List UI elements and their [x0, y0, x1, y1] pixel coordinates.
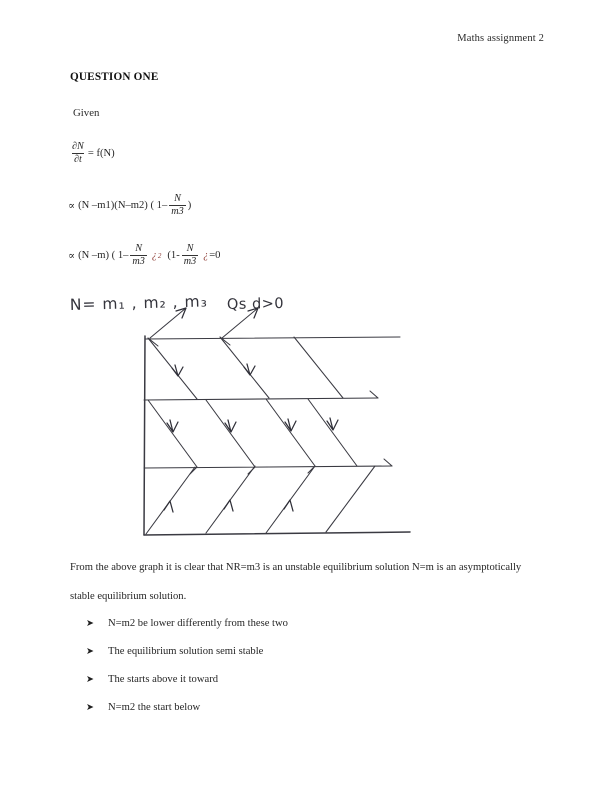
fraction-denominator: ∂t	[73, 154, 82, 166]
equation-3-mid: (1-	[167, 250, 180, 262]
proportional-symbol: ∝	[68, 250, 76, 262]
handwritten-label-left: N= m₁ , m₂ , m₃	[69, 292, 209, 314]
list-item-label: The starts above it toward	[108, 674, 219, 685]
question-heading: QUESTION ONE	[70, 71, 159, 83]
fraction-n-m3-first	[130, 244, 146, 267]
fraction-numerator: N	[174, 193, 181, 204]
list-item-label: N=m2 be lower differently from these two	[108, 618, 288, 629]
bullet-arrow-icon: ➤	[86, 618, 94, 629]
list-item-label: N=m2 the start below	[108, 702, 201, 713]
bullet-arrow-icon: ➤	[86, 646, 94, 657]
given-label: Given	[73, 107, 100, 119]
equation-1	[68, 142, 115, 165]
equation-3-tail: =0	[209, 250, 221, 262]
list-item	[86, 702, 506, 730]
equation-2	[68, 194, 191, 217]
bullet-arrow-icon: ➤	[86, 702, 94, 713]
phase-line-diagram	[62, 286, 432, 551]
placeholder-glyph-2: ¿	[203, 250, 209, 262]
fraction-numerator: N	[186, 243, 194, 254]
handwritten-label-right: Qs d>0	[226, 296, 285, 313]
bullet-list	[86, 618, 506, 730]
equation-1-rhs: = f(N)	[87, 148, 115, 160]
equation-2-lead: (N –m1)(N–m2) ( 1–	[78, 200, 168, 212]
list-item	[86, 618, 506, 646]
list-item	[86, 674, 506, 702]
bullet-arrow-icon: ➤	[86, 674, 94, 685]
equation-3-lead: (N –m) ( 1–	[78, 250, 129, 262]
list-item-label: The equilibrium solution semi stable	[108, 646, 264, 657]
equation-2-tail: )	[187, 200, 192, 212]
proportional-symbol: ∝	[68, 200, 76, 212]
body-paragraph: From the above graph it is clear that NR=m3 is an unstable equilibrium solution N=m is an asymptotically stable equilibrium solution.	[70, 562, 522, 602]
list-item	[86, 646, 506, 674]
fraction-dn-dt	[70, 142, 86, 165]
fraction-denominator: m3	[183, 256, 197, 268]
placeholder-glyph-1: ¿	[151, 250, 157, 262]
page-header-title: Maths assignment 2	[457, 33, 544, 44]
fraction-n-m3-second	[182, 244, 198, 267]
fraction-numerator: N	[135, 243, 143, 254]
equation-3	[68, 244, 220, 267]
fraction-denominator: m3	[171, 206, 184, 218]
fraction-numerator: ∂N	[72, 141, 84, 152]
exponent-2: 2	[157, 251, 162, 260]
fraction-n-m3	[169, 194, 185, 217]
fraction-denominator: m3	[132, 256, 145, 268]
